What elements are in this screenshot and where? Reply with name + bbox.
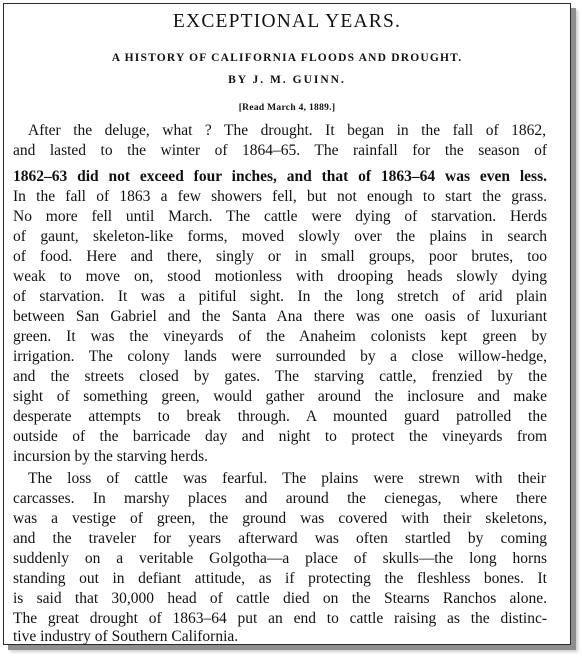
text-line: green. It was the vineyards of the Anaheim colonists kept green by [13,328,547,345]
text-line: desperate attempts to break through. A mounted guard patrolled the [13,408,547,425]
text-line: of food. Here and there, singly or in small groups, poor brutes, too [13,248,547,265]
text-line: sight of something green, would gather around the inclosure and make [13,388,547,405]
text-line: is said that 30,000 head of cattle died on the Stearns Ranchos alone. [13,590,547,607]
text-line: suddenly on a veritable Golgotha—a place of skulls—the long horns [13,550,547,567]
text-line: outside of the barricade day and night to protect the vineyards from [13,428,547,445]
text-line: between San Gabriel and the Santa Ana there was one oasis of luxuriant [13,308,547,325]
text-line: of starvation. It was a pitiful sight. In the long stretch of arid plain [13,288,547,305]
text-line: was a vestige of green, the ground was covered with their skeletons, [13,510,547,527]
text-line: After the deluge, what ? The drought. It began in the fall of 1862, [28,122,546,139]
text-line: 1862–63 did not exceed four inches, and that of 1863–64 was even less. [13,168,547,185]
text-line: of gaunt, skeleton-like forms, moved slowly over the plains in search [13,228,547,245]
text-line: The great drought of 1863–64 put an end to cattle raising as the distinc- [13,610,547,627]
text-line: In the fall of 1863 a few showers fell, but not enough to start the grass. [13,188,547,205]
text-line: irrigation. The colony lands were surrounded by a close willow-hedge, [13,348,547,365]
text-line: The loss of cattle was fearful. The plains were strewn with their [28,470,546,487]
text-line: carcasses. In marshy places and around the cienegas, where there [13,490,547,507]
article-title: EXCEPTIONAL YEARS. [172,11,402,32]
article-author: BY J. M. GUINN. [228,74,346,86]
text-line: and the traveler for years afterward was often startled by coming [13,530,547,547]
article-date-note: [Read March 4, 1889.] [238,103,336,113]
text-line: and lasted to the winter of 1864–65. The rainfall for the season of [13,142,547,159]
text-line: standing out in defiant attitude, as if protecting the fleshless bones. It [13,570,547,587]
text-line: and the streets closed by gates. The starving cattle, frenzied by the [13,368,547,385]
text-line: weak to move on, stood motionless with drooping heads slowly dying [13,268,547,285]
article-subtitle: A HISTORY OF CALIFORNIA FLOODS AND DROUGHT. [111,52,463,64]
text-line: incursion by the starving herds. [13,448,209,465]
text-line: No more fell until March. The cattle were dying of starvation. Herds [13,208,547,225]
text-line: tive industry of Southern California. [13,628,239,645]
document-page [3,3,571,645]
